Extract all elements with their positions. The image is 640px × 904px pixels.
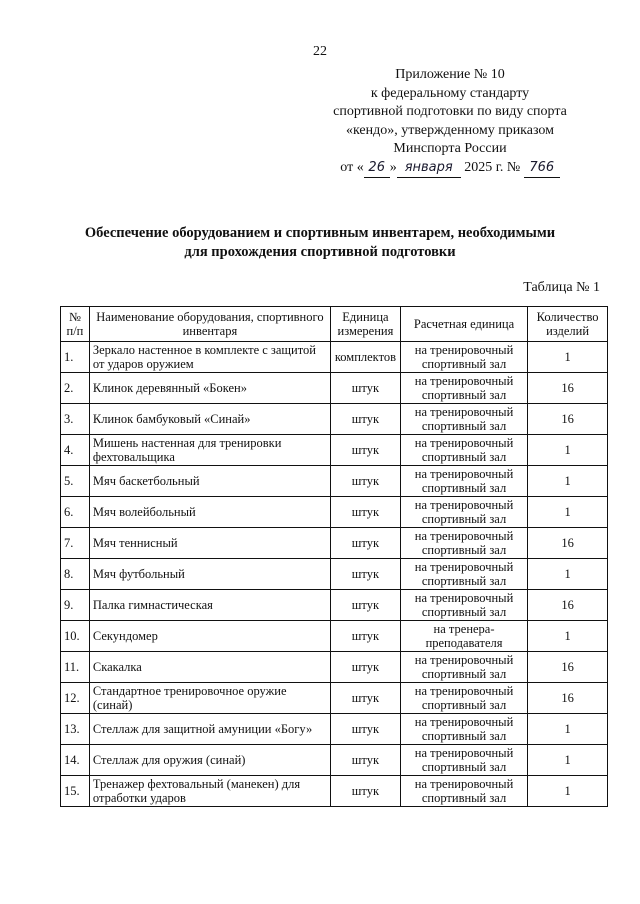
cell-unit: штук	[330, 466, 400, 497]
cell-unit: штук	[330, 497, 400, 528]
cell-name: Скакалка	[89, 652, 330, 683]
cell-qty: 1	[528, 435, 608, 466]
table-row	[61, 714, 608, 745]
table-row	[61, 466, 608, 497]
cell-num: 7.	[61, 528, 90, 559]
cell-num: 14.	[61, 745, 90, 776]
cell-name: Мяч теннисный	[89, 528, 330, 559]
cell-name: Клинок деревянный «Бокен»	[89, 373, 330, 404]
cell-calc: на тренировочный спортивный зал	[400, 714, 527, 745]
cell-unit: штук	[330, 652, 400, 683]
cell-qty: 1	[528, 714, 608, 745]
table-row	[61, 776, 608, 807]
table-row	[61, 528, 608, 559]
appendix-line-3: спортивной подготовки по виду спорта	[333, 104, 567, 119]
title-line-2: для прохождения спортивной подготовки	[184, 244, 456, 260]
cell-calc: на тренировочный спортивный зал	[400, 776, 527, 807]
order-day: 26	[364, 159, 390, 179]
cell-qty: 16	[528, 683, 608, 714]
title-line-1: Обеспечение оборудованием и спортивным инвентарем, необходимыми	[84, 225, 556, 241]
header-qty: Количество изделий	[528, 307, 608, 342]
cell-name: Стеллаж для оружия (синай)	[89, 745, 330, 776]
cell-calc: на тренировочный спортивный зал	[400, 497, 527, 528]
cell-num: 4.	[61, 435, 90, 466]
header-name: Наименование оборудования, спортивного инвентаря	[89, 307, 330, 342]
cell-unit: штук	[330, 404, 400, 435]
order-prefix: от «	[340, 159, 364, 175]
cell-calc: на тренировочный спортивный зал	[400, 342, 527, 373]
cell-name: Тренажер фехтовальный (манекен) для отработки ударов	[89, 776, 330, 807]
cell-qty: 1	[528, 497, 608, 528]
cell-num: 12.	[61, 683, 90, 714]
header-calc: Расчетная единица	[400, 307, 527, 342]
cell-num: 11.	[61, 652, 90, 683]
table-row	[61, 497, 608, 528]
cell-name: Секундомер	[89, 621, 330, 652]
document-title	[60, 224, 580, 262]
cell-calc: на тренировочный спортивный зал	[400, 745, 527, 776]
cell-qty: 1	[528, 776, 608, 807]
table-row	[61, 342, 608, 373]
cell-unit: штук	[330, 590, 400, 621]
cell-name: Мяч баскетбольный	[89, 466, 330, 497]
appendix-block	[300, 66, 600, 179]
cell-unit: штук	[330, 745, 400, 776]
cell-name: Палка гимнастическая	[89, 590, 330, 621]
cell-num: 1.	[61, 342, 90, 373]
cell-unit: штук	[330, 776, 400, 807]
cell-calc: на тренировочный спортивный зал	[400, 683, 527, 714]
cell-unit: комплектов	[330, 342, 400, 373]
cell-name: Клинок бамбуковый «Синай»	[89, 404, 330, 435]
cell-name: Мяч футбольный	[89, 559, 330, 590]
cell-name: Зеркало настенное в комплекте с защитой от ударов оружием	[89, 342, 330, 373]
cell-calc: на тренировочный спортивный зал	[400, 652, 527, 683]
table-row	[61, 621, 608, 652]
cell-calc: на тренера-преподавателя	[400, 621, 527, 652]
cell-num: 5.	[61, 466, 90, 497]
cell-num: 8.	[61, 559, 90, 590]
appendix-line-1: Приложение № 10	[395, 67, 505, 82]
cell-unit: штук	[330, 621, 400, 652]
cell-calc: на тренировочный спортивный зал	[400, 435, 527, 466]
table-row	[61, 559, 608, 590]
cell-qty: 16	[528, 590, 608, 621]
cell-name: Стандартное тренировочное оружие (синай)	[89, 683, 330, 714]
cell-unit: штук	[330, 714, 400, 745]
cell-num: 15.	[61, 776, 90, 807]
cell-num: 13.	[61, 714, 90, 745]
equipment-table	[60, 306, 608, 807]
cell-unit: штук	[330, 528, 400, 559]
cell-num: 2.	[61, 373, 90, 404]
header-num: № п/п	[61, 307, 90, 342]
table-header-row	[61, 307, 608, 342]
table-row	[61, 683, 608, 714]
cell-name: Мяч волейбольный	[89, 497, 330, 528]
cell-unit: штук	[330, 559, 400, 590]
table-row	[61, 745, 608, 776]
cell-num: 9.	[61, 590, 90, 621]
cell-calc: на тренировочный спортивный зал	[400, 466, 527, 497]
cell-qty: 16	[528, 404, 608, 435]
cell-unit: штук	[330, 373, 400, 404]
cell-qty: 16	[528, 652, 608, 683]
cell-qty: 16	[528, 528, 608, 559]
order-month: января	[397, 159, 461, 179]
cell-num: 3.	[61, 404, 90, 435]
table-row	[61, 373, 608, 404]
cell-calc: на тренировочный спортивный зал	[400, 404, 527, 435]
cell-qty: 1	[528, 559, 608, 590]
header-unit: Единица измерения	[330, 307, 400, 342]
appendix-line-5: Минспорта России	[393, 141, 507, 156]
table-row	[61, 652, 608, 683]
cell-calc: на тренировочный спортивный зал	[400, 590, 527, 621]
order-number: 766	[524, 159, 560, 179]
cell-name: Мишень настенная для тренировки фехтовальщика	[89, 435, 330, 466]
cell-calc: на тренировочный спортивный зал	[400, 373, 527, 404]
cell-qty: 16	[528, 373, 608, 404]
cell-qty: 1	[528, 621, 608, 652]
cell-qty: 1	[528, 466, 608, 497]
order-date-line	[300, 159, 600, 179]
cell-unit: штук	[330, 683, 400, 714]
table-caption: Таблица № 1	[523, 280, 600, 295]
page-number: 22	[313, 44, 327, 59]
order-mid: »	[389, 159, 397, 175]
cell-name: Стеллаж для защитной амуниции «Богу»	[89, 714, 330, 745]
cell-num: 6.	[61, 497, 90, 528]
cell-qty: 1	[528, 745, 608, 776]
appendix-line-2: к федеральному стандарту	[370, 85, 530, 101]
table-row	[61, 404, 608, 435]
cell-calc: на тренировочный спортивный зал	[400, 559, 527, 590]
cell-qty: 1	[528, 342, 608, 373]
order-year: 2025 г. №	[464, 159, 521, 175]
cell-unit: штук	[330, 435, 400, 466]
cell-num: 10.	[61, 621, 90, 652]
table-row	[61, 435, 608, 466]
cell-calc: на тренировочный спортивный зал	[400, 528, 527, 559]
appendix-line-4: «кендо», утвержденному приказом	[345, 122, 555, 138]
table-row	[61, 590, 608, 621]
